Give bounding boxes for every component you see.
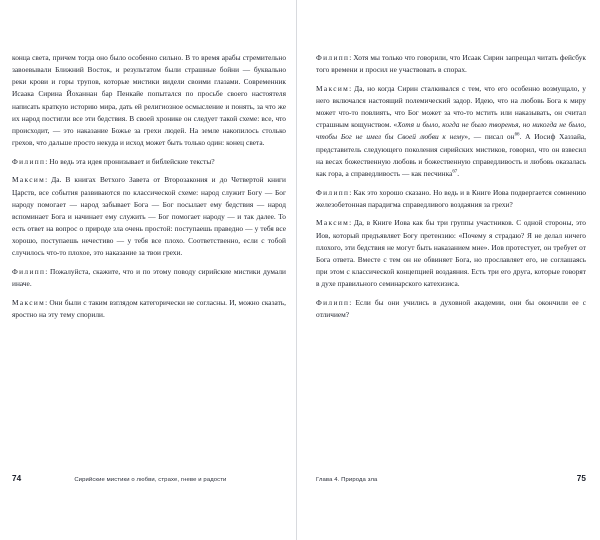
recto-footer <box>300 474 600 483</box>
dialogue-paragraph-maksim <box>12 174 286 259</box>
dialogue-paragraph-maksim <box>12 297 286 321</box>
dialogue-text: : Если бы они учились в духовной академии, они бы окончили ее с отличием? <box>316 297 586 319</box>
dialogue-text: : Они были с таким взглядом категорически не согласны. И, можно сказать, яростно на эту тему спорили. <box>12 297 286 319</box>
verso-text-column <box>12 52 286 321</box>
dialogue-text-before-quote: : Да, но когда Сирин сталкивался с тем, что его особенно возмущало, у него включался настоящий полемический задор. Идею, что на любовь Бога к миру может что-то повлиять, что Бог может за что-то мстить или наказывать, он считал страшным кощунством. « <box>316 83 586 130</box>
dialogue-paragraph-filipp <box>12 266 286 290</box>
page-number-verso: 74 <box>12 474 22 483</box>
speaker-name-maksim: Максим <box>12 175 46 185</box>
page-recto <box>300 0 600 540</box>
verso-footer <box>0 474 300 483</box>
speaker-name-maksim: Максим <box>12 297 46 307</box>
running-head-verso: Сирийские мистики о любви, страхе, гневе и радости <box>74 477 227 483</box>
speaker-name-maksim: Максим <box>316 83 350 93</box>
paragraph-continuation: конца света, причем тогда оно было особенно сильно. В то время арабы стремительно завоевывали Ближний Восток, и результатом были страшные бойни — буквально реки крови и горы трупов, которые мистики видели своими глазами. Современник Исаака Сирина Йоханнан бар Пенкайе попытался по просьбе своего настоятеля написать краткую историю мира, дать ей религиозное осмысление и понять, за что же их народ постигли все эти бедствия. В своей хронике он следует такой схеме: все, что происходит, — это наказание Божье за грехи людей. На земле накопилось столько грехов, что дальше просто некуда и исход может быть только один: конец света. <box>12 53 286 148</box>
speaker-name-maksim: Максим <box>316 218 350 228</box>
dialogue-text-tail-end: . <box>457 168 460 178</box>
dialogue-paragraph-maksim <box>316 217 586 290</box>
dialogue-text-after-quote: », — писал он <box>464 132 515 142</box>
footnote-marker-66[interactable]: 66 <box>514 133 520 138</box>
speaker-name-filipp: Филипп <box>316 297 350 307</box>
dialogue-text: : Как это хорошо сказано. Но ведь и в Книге Иова подвергается сомнению железобетонная парадигма справедливого воздаяния за грехи? <box>316 187 586 209</box>
speaker-name-filipp: Филипп <box>12 156 46 166</box>
recto-text-column <box>316 52 586 321</box>
dialogue-text: : Да. В книгах Ветхого Завета от Второзакония и до Четвертой книги Царств, все события развиваются по классической схеме: народ служит Богу — Бог народу помогает — народ забывает Бога — Бог посылает ему бедствия — народ вспоминает Бога и начинает ему служить — Бог помогает народу — и так далее. То есть ответ на вопрос о природе зла очень простой: поступаешь праведно — у тебя все хорошо, поступаешь нечестиво — у тебя все плохо. Соответственно, если с тобой случилось что-то плохое, это наказание за твои грехи. <box>12 175 286 258</box>
dialogue-text: : Пожалуйста, скажите, что и по этому поводу сирийские мистики думали иначе. <box>12 267 286 289</box>
dialogue-text: : Хотя мы только что говорили, что Исаак Сирин запрещал читать фейсбук того времени и просил не участвовать в спорах. <box>316 53 586 75</box>
dialogue-paragraph-filipp <box>316 52 586 76</box>
dialogue-paragraph-maksim <box>316 83 586 180</box>
dialogue-paragraph-filipp <box>316 297 586 321</box>
dialogue-text-tail: . А Иосиф Хаззайа, представитель следующего поколения сирийских мистиков, говорил, что он взвесил на весах божественную любовь и божественную справедливость и любовь оказалась как гора, а справедливость — как песчинка <box>316 132 586 178</box>
dialogue-paragraph-filipp <box>316 187 586 211</box>
dialogue-text: : Да, в Книге Иова как бы три группы участников. С одной стороны, это Иов, который предъявляет Богу претензию: «Почему я страдаю? Я не делал ничего плохого, эти бедствия не могут быть наказанием мне». Иов протестует, он требует от Бога ответа. Вместе с тем он не обвиняет Бога, но прославляет его, не соглашаясь при этом с классической концепцией воздаяния. Есть три его друга, которые говорят в духе правильного семинарского катехизиса. <box>316 218 586 289</box>
footnote-marker-67[interactable]: 67 <box>452 169 458 175</box>
dialogue-text: : Но ведь эта идея пронизывает и библейские тексты? <box>45 156 215 166</box>
speaker-name-filipp: Филипп <box>12 267 46 276</box>
dialogue-paragraph-filipp <box>12 156 286 168</box>
page-number-recto: 75 <box>576 474 586 483</box>
running-head-recto: Глава 4. Природа зла <box>316 477 378 483</box>
speaker-name-filipp: Филипп <box>316 187 350 197</box>
quotation-isaac-sirin: Хотя и было, когда не было творенья, но никогда не было, чтобы Бог не имел бы Своей любви к нему <box>316 120 586 142</box>
speaker-name-filipp: Филипп <box>316 53 350 62</box>
